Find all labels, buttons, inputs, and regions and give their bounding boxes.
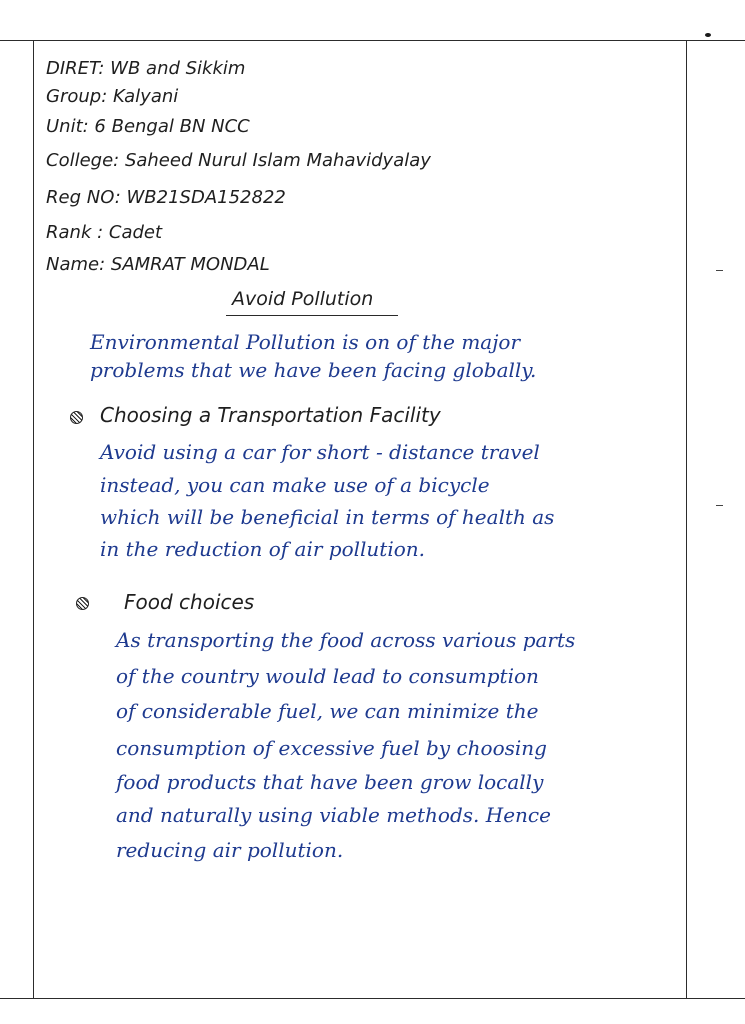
paragraph-line: consumption of excessive fuel by choosing (116, 736, 547, 760)
intro-line-1: Environmental Pollution is on of the major (90, 330, 521, 354)
paragraph-line: Avoid using a car for short - distance travel (100, 440, 540, 464)
paragraph-line: of the country would lead to consumption (116, 664, 539, 688)
edge-tick (716, 505, 723, 506)
section-heading-food: Food choices (124, 590, 255, 614)
rank-line: Rank : Cadet (46, 222, 163, 243)
paragraph-line: As transporting the food across various parts (116, 628, 576, 652)
edge-tick (716, 270, 723, 271)
unit-line: Unit: 6 Bengal BN NCC (46, 116, 250, 137)
paragraph-line: reducing air pollution. (116, 838, 344, 862)
page-title: Avoid Pollution (232, 288, 374, 310)
paragraph-line: food products that have been grow locally (116, 770, 544, 794)
bottom-rule (0, 998, 745, 999)
bullet-icon (70, 411, 83, 424)
paragraph-line: which will be beneficial in terms of health as (100, 505, 555, 529)
paragraph-line: of considerable fuel, we can minimize the (116, 699, 539, 723)
paragraph-line: instead, you can make use of a bicycle (100, 473, 490, 497)
paragraph-line: and naturally using viable methods. Hence (116, 803, 551, 827)
top-rule (0, 40, 745, 41)
section-heading-transport: Choosing a Transportation Facility (100, 403, 441, 427)
title-underline (226, 315, 398, 316)
direct-line: DIRET: WB and Sikkim (46, 58, 246, 79)
bullet-icon (76, 597, 89, 610)
name-line: Name: SAMRAT MONDAL (46, 254, 270, 275)
left-margin-line (33, 40, 34, 998)
ink-dot (705, 33, 711, 37)
group-line: Group: Kalyani (46, 86, 179, 107)
intro-line-2: problems that we have been facing globally. (90, 358, 537, 382)
right-margin-line (686, 40, 687, 998)
paragraph-line: in the reduction of air pollution. (100, 537, 426, 561)
reg-no-line: Reg NO: WB21SDA152822 (46, 187, 286, 208)
college-line: College: Saheed Nurul Islam Mahavidyalay (46, 150, 431, 171)
